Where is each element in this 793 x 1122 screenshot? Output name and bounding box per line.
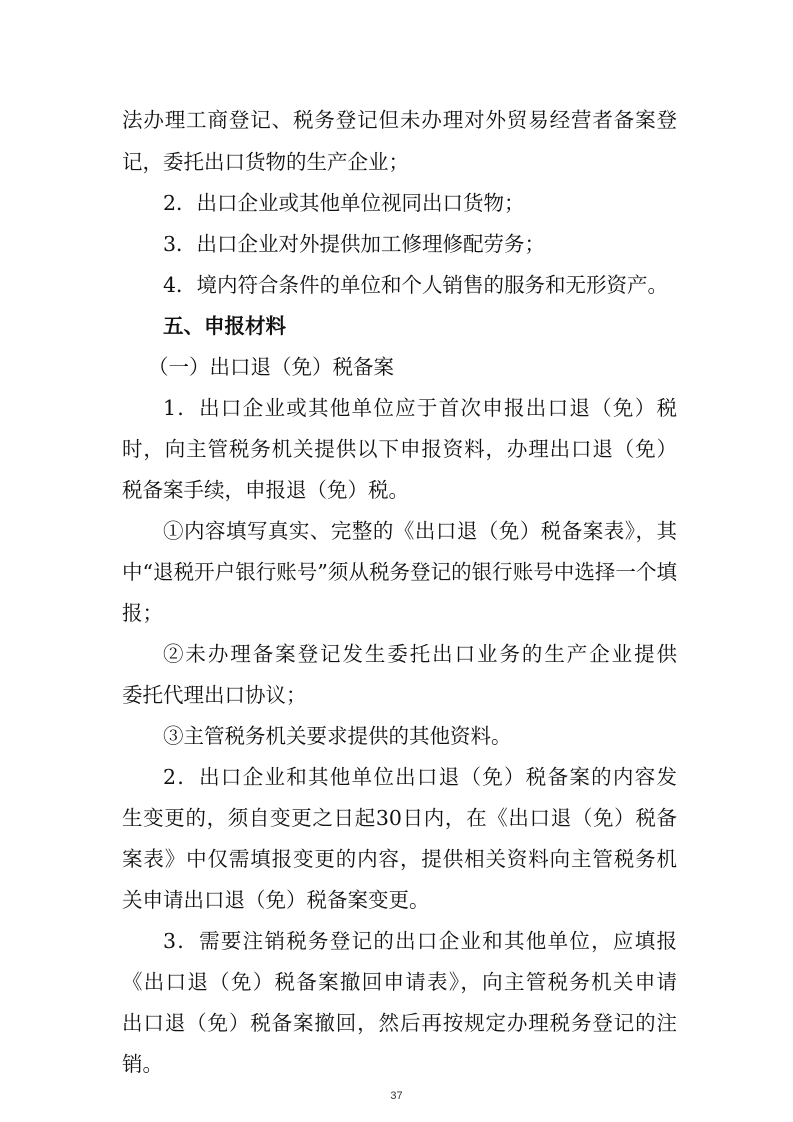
paragraph-2-line-3: 案表》中仅需填报变更的内容，提供相关资料向主管税务机 bbox=[122, 847, 677, 871]
text-line-1: 法办理工商登记、税务登记但未办理对外贸易经营者备案登 bbox=[122, 108, 677, 132]
page-number: 37 bbox=[390, 1090, 403, 1102]
text-line-2: 记，委托出口货物的生产企业； bbox=[122, 150, 409, 174]
paragraph-3-line-1: 3．需要注销税务登记的出口企业和其他单位，应填报 bbox=[163, 929, 677, 953]
list-item-4: 4．境内符合条件的单位和个人销售的服务和无形资产。 bbox=[163, 273, 669, 297]
item-2-line-2: 委托代理出口协议； bbox=[122, 683, 307, 707]
paragraph-2-line-4: 关申请出口退（免）税备案变更。 bbox=[122, 888, 430, 912]
paragraph-1-line-1: 1．出口企业或其他单位应于首次申报出口退（免）税 bbox=[163, 396, 677, 420]
paragraph-3-line-3: 出口退（免）税备案撤回，然后再按规定办理税务登记的注 bbox=[122, 1011, 677, 1035]
item-1-line-2: 中“退税开户银行账号”须从税务登记的银行账号中选择一个填 bbox=[122, 560, 677, 584]
item-2-line-1: ②未办理备案登记发生委托出口业务的生产企业提供 bbox=[163, 642, 677, 666]
paragraph-2-line-2: 生变更的，须自变更之日起30日内，在《出口退（免）税备 bbox=[122, 806, 677, 830]
subsection-heading: （一）出口退（免）税备案 bbox=[148, 355, 394, 379]
paragraph-1-line-2: 时，向主管税务机关提供以下申报资料，办理出口退（免） bbox=[122, 437, 677, 461]
paragraph-2-line-1: 2．出口企业和其他单位出口退（免）税备案的内容发 bbox=[163, 765, 677, 789]
list-item-3: 3．出口企业对外提供加工修理修配劳务； bbox=[163, 232, 546, 256]
item-1-line-1: ①内容填写真实、完整的《出口退（免）税备案表》，其 bbox=[163, 519, 677, 543]
paragraph-3-line-4: 销。 bbox=[122, 1052, 163, 1076]
item-1-line-3: 报； bbox=[122, 601, 163, 625]
section-heading: 五、申报材料 bbox=[163, 314, 286, 338]
list-item-2: 2．出口企业或其他单位视同出口货物； bbox=[163, 191, 525, 215]
paragraph-1-line-3: 税备案手续，申报退（免）税。 bbox=[122, 478, 409, 502]
item-3-line-1: ③主管税务机关要求提供的其他资料。 bbox=[163, 724, 512, 748]
paragraph-3-line-2: 《出口退（免）税备案撤回申请表》，向主管税务机关申请 bbox=[122, 970, 677, 994]
